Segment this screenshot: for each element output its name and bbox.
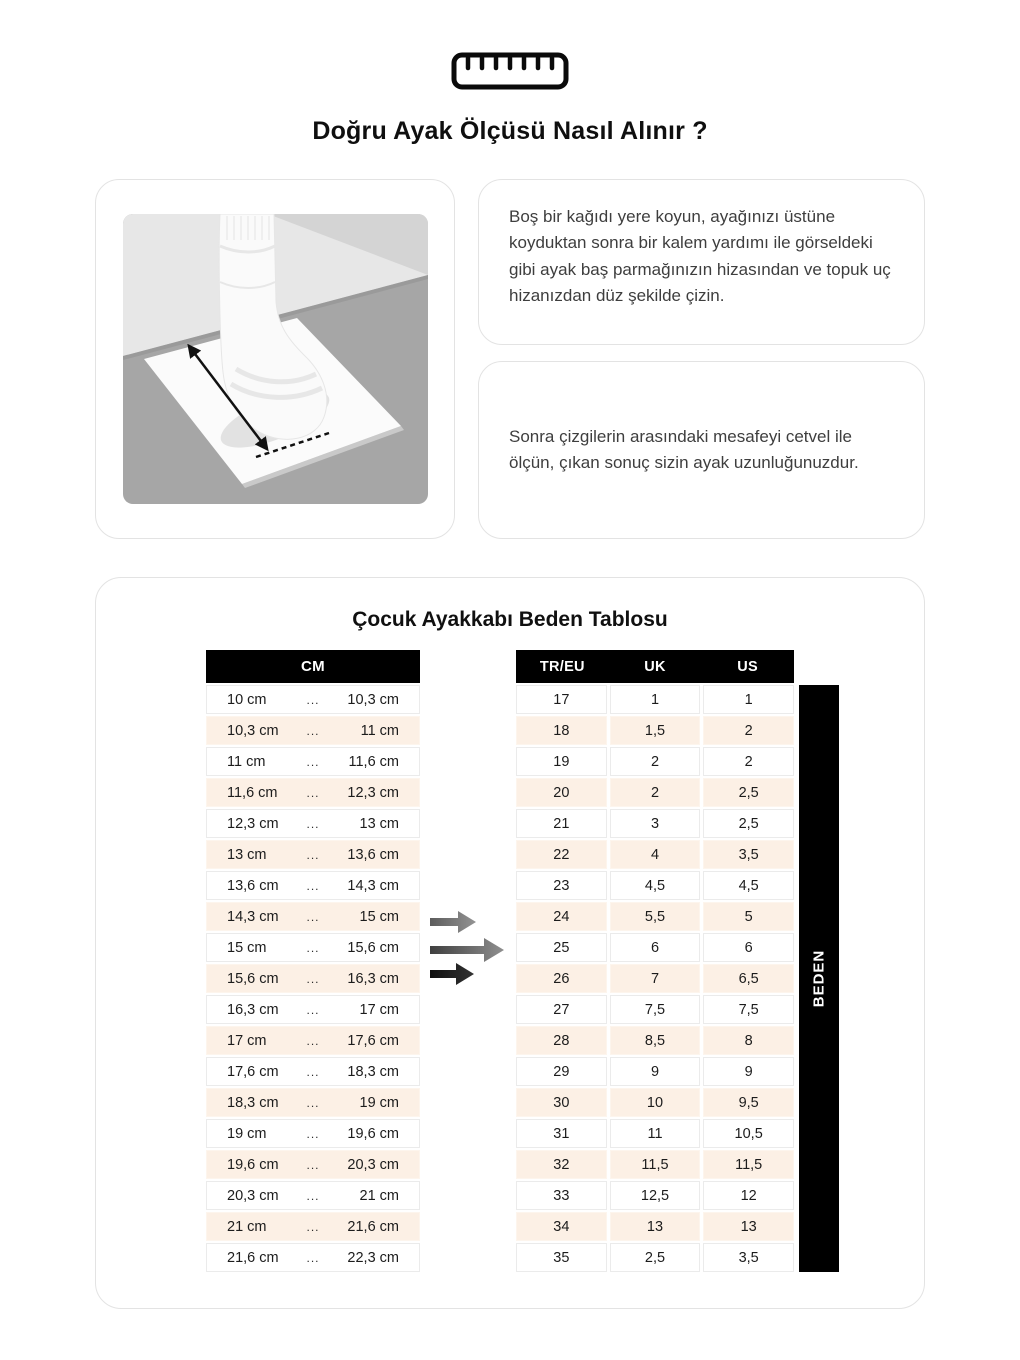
- cm-range-row: [206, 1181, 420, 1210]
- cm-range-row: [206, 1212, 420, 1241]
- cm-to-value: 17 cm: [359, 1001, 399, 1018]
- cm-to-value: 20,3 cm: [347, 1156, 399, 1173]
- tr-eu-value: 24: [516, 902, 607, 931]
- cm-from-value: 21 cm: [227, 1218, 267, 1235]
- us-value: 4,5: [703, 871, 794, 900]
- range-separator: ...: [306, 878, 320, 893]
- cm-from-value: 15,6 cm: [227, 970, 279, 987]
- range-separator: ...: [306, 1033, 320, 1048]
- cm-range-row: [206, 685, 420, 714]
- uk-value: 1: [610, 685, 701, 714]
- cm-from-value: 19 cm: [227, 1125, 267, 1142]
- cm-to-value: 10,3 cm: [347, 691, 399, 708]
- range-separator: ...: [306, 1064, 320, 1079]
- cm-range-row: [206, 871, 420, 900]
- instruction-card-2: [478, 361, 925, 539]
- tr-eu-value: 26: [516, 964, 607, 993]
- range-separator: ...: [306, 1250, 320, 1265]
- cm-range-row: [206, 995, 420, 1024]
- cm-from-value: 10,3 cm: [227, 722, 279, 739]
- cm-to-value: 21,6 cm: [347, 1218, 399, 1235]
- uk-value: 6: [610, 933, 701, 962]
- us-value: 10,5: [703, 1119, 794, 1148]
- transfer-arrows-icon: [428, 907, 506, 987]
- uk-value: 1,5: [610, 716, 701, 745]
- us-value: 5: [703, 902, 794, 931]
- instruction-card-1: [478, 179, 925, 345]
- range-separator: ...: [306, 1095, 320, 1110]
- cm-to-value: 21 cm: [359, 1187, 399, 1204]
- cm-from-value: 15 cm: [227, 939, 267, 956]
- cm-range-row: [206, 933, 420, 962]
- cm-table: [206, 650, 420, 1272]
- uk-value: 11: [610, 1119, 701, 1148]
- range-separator: ...: [306, 909, 320, 924]
- range-separator: ...: [306, 971, 320, 986]
- ruler-icon: [451, 52, 569, 95]
- us-value: 2,5: [703, 809, 794, 838]
- range-separator: ...: [306, 723, 320, 738]
- cm-to-value: 12,3 cm: [347, 784, 399, 801]
- instructions-row: [95, 179, 925, 539]
- us-value: 9: [703, 1057, 794, 1086]
- tr-eu-value: 19: [516, 747, 607, 776]
- tr-eu-value: 18: [516, 716, 607, 745]
- cm-to-value: 17,6 cm: [347, 1032, 399, 1049]
- beden-label: BEDEN: [810, 949, 828, 1008]
- uk-value: 2,5: [610, 1243, 701, 1272]
- uk-value: 8,5: [610, 1026, 701, 1055]
- cm-range-row: [206, 716, 420, 745]
- cm-table-body: [206, 685, 420, 1272]
- header-tr-eu: TR/EU: [539, 658, 585, 675]
- cm-range-row: [206, 964, 420, 993]
- beden-sidebar: [799, 685, 839, 1272]
- uk-value: 7: [610, 964, 701, 993]
- header-uk: UK: [644, 658, 666, 675]
- us-value: 8: [703, 1026, 794, 1055]
- uk-value: 2: [610, 778, 701, 807]
- cm-range-row: [206, 840, 420, 869]
- cm-to-value: 18,3 cm: [347, 1063, 399, 1080]
- tr-eu-value: 29: [516, 1057, 607, 1086]
- uk-value: 4,5: [610, 871, 701, 900]
- cm-from-value: 12,3 cm: [227, 815, 279, 832]
- uk-value: 3: [610, 809, 701, 838]
- range-separator: ...: [306, 785, 320, 800]
- us-value: 12: [703, 1181, 794, 1210]
- us-value: 2: [703, 747, 794, 776]
- cm-to-value: 19 cm: [359, 1094, 399, 1111]
- instruction-cards: [478, 179, 925, 539]
- page-header: [95, 0, 925, 146]
- cm-to-value: 11,6 cm: [348, 753, 399, 770]
- us-value: 6: [703, 933, 794, 962]
- tables-wrap: [96, 650, 924, 1272]
- cm-range-row: [206, 809, 420, 838]
- cm-from-value: 13,6 cm: [227, 877, 279, 894]
- uk-value: 11,5: [610, 1150, 701, 1179]
- tr-eu-value: 28: [516, 1026, 607, 1055]
- uk-value: 2: [610, 747, 701, 776]
- foot-measurement-photo: [123, 214, 428, 504]
- range-separator: ...: [306, 1157, 320, 1172]
- uk-value: 5,5: [610, 902, 701, 931]
- uk-value: 7,5: [610, 995, 701, 1024]
- range-separator: ...: [306, 754, 320, 769]
- cm-table-header: [206, 650, 420, 683]
- tr-eu-value: 31: [516, 1119, 607, 1148]
- cm-from-value: 18,3 cm: [227, 1094, 279, 1111]
- cm-to-value: 14,3 cm: [347, 877, 399, 894]
- tr-eu-value: 25: [516, 933, 607, 962]
- cm-from-value: 17,6 cm: [227, 1063, 279, 1080]
- us-value: 7,5: [703, 995, 794, 1024]
- us-value: 11,5: [703, 1150, 794, 1179]
- cm-to-value: 16,3 cm: [347, 970, 399, 987]
- cm-to-value: 13 cm: [359, 815, 399, 832]
- tr-eu-value: 27: [516, 995, 607, 1024]
- range-separator: ...: [306, 1126, 320, 1141]
- uk-value: 10: [610, 1088, 701, 1117]
- instruction-step-1-text: Boş bir kağıdı yere koyun, ayağınızı üstüne koyduktan sonra bir kalem yardımı ile görseldeki gibi ayak baş parmağınızın hizasından ve topuk uç hizanızdan düz şekilde çizin.: [509, 207, 891, 306]
- size-table-header: [516, 650, 794, 683]
- cm-range-row: [206, 747, 420, 776]
- range-separator: ...: [306, 847, 320, 862]
- instruction-step-2-text: Sonra çizgilerin arasındaki mesafeyi cetvel ile ölçün, çıkan sonuç sizin ayak uzunluğunuzdur.: [509, 426, 859, 472]
- range-separator: ...: [306, 816, 320, 831]
- cm-from-value: 14,3 cm: [227, 908, 279, 925]
- cm-to-value: 19,6 cm: [347, 1125, 399, 1142]
- cm-from-value: 10 cm: [227, 691, 267, 708]
- tr-eu-value: 30: [516, 1088, 607, 1117]
- cm-to-value: 22,3 cm: [347, 1249, 399, 1266]
- us-value: 2,5: [703, 778, 794, 807]
- arrows-column: [420, 650, 516, 1272]
- cm-to-value: 15 cm: [359, 908, 399, 925]
- size-table-body: [516, 685, 794, 1272]
- tr-eu-value: 33: [516, 1181, 607, 1210]
- cm-header-label: CM: [301, 658, 325, 675]
- range-separator: ...: [306, 692, 320, 707]
- cm-from-value: 17 cm: [227, 1032, 267, 1049]
- cm-range-row: [206, 902, 420, 931]
- uk-value: 4: [610, 840, 701, 869]
- cm-to-value: 11 cm: [360, 722, 399, 739]
- us-value: 13: [703, 1212, 794, 1241]
- cm-range-row: [206, 1119, 420, 1148]
- size-table-section: [95, 577, 925, 1309]
- cm-from-value: 11 cm: [227, 753, 266, 770]
- uk-value: 13: [610, 1212, 701, 1241]
- header-us: US: [737, 658, 759, 675]
- tr-eu-value: 32: [516, 1150, 607, 1179]
- cm-from-value: 13 cm: [227, 846, 267, 863]
- size-table-title: Çocuk Ayakkabı Beden Tablosu: [352, 608, 668, 631]
- cm-range-row: [206, 1026, 420, 1055]
- tr-eu-value: 34: [516, 1212, 607, 1241]
- us-value: 1: [703, 685, 794, 714]
- page-title: Doğru Ayak Ölçüsü Nasıl Alınır ?: [312, 117, 708, 145]
- uk-value: 12,5: [610, 1181, 701, 1210]
- cm-to-value: 15,6 cm: [347, 939, 399, 956]
- uk-value: 9: [610, 1057, 701, 1086]
- tr-eu-value: 21: [516, 809, 607, 838]
- cm-range-row: [206, 1057, 420, 1086]
- tr-eu-value: 23: [516, 871, 607, 900]
- foot-measurement-photo-card: [95, 179, 455, 539]
- us-value: 3,5: [703, 840, 794, 869]
- us-value: 3,5: [703, 1243, 794, 1272]
- cm-range-row: [206, 1150, 420, 1179]
- cm-from-value: 21,6 cm: [227, 1249, 279, 1266]
- cm-range-row: [206, 778, 420, 807]
- range-separator: ...: [306, 1188, 320, 1203]
- cm-from-value: 16,3 cm: [227, 1001, 279, 1018]
- range-separator: ...: [306, 1002, 320, 1017]
- cm-to-value: 13,6 cm: [347, 846, 399, 863]
- eu-uk-us-table: [516, 650, 794, 1272]
- cm-from-value: 19,6 cm: [227, 1156, 279, 1173]
- cm-range-row: [206, 1088, 420, 1117]
- tr-eu-value: 17: [516, 685, 607, 714]
- cm-from-value: 20,3 cm: [227, 1187, 279, 1204]
- range-separator: ...: [306, 1219, 320, 1234]
- tr-eu-value: 35: [516, 1243, 607, 1272]
- range-separator: ...: [306, 940, 320, 955]
- us-value: 9,5: [703, 1088, 794, 1117]
- us-value: 2: [703, 716, 794, 745]
- tr-eu-value: 20: [516, 778, 607, 807]
- tr-eu-value: 22: [516, 840, 607, 869]
- us-value: 6,5: [703, 964, 794, 993]
- cm-from-value: 11,6 cm: [227, 784, 278, 801]
- cm-range-row: [206, 1243, 420, 1272]
